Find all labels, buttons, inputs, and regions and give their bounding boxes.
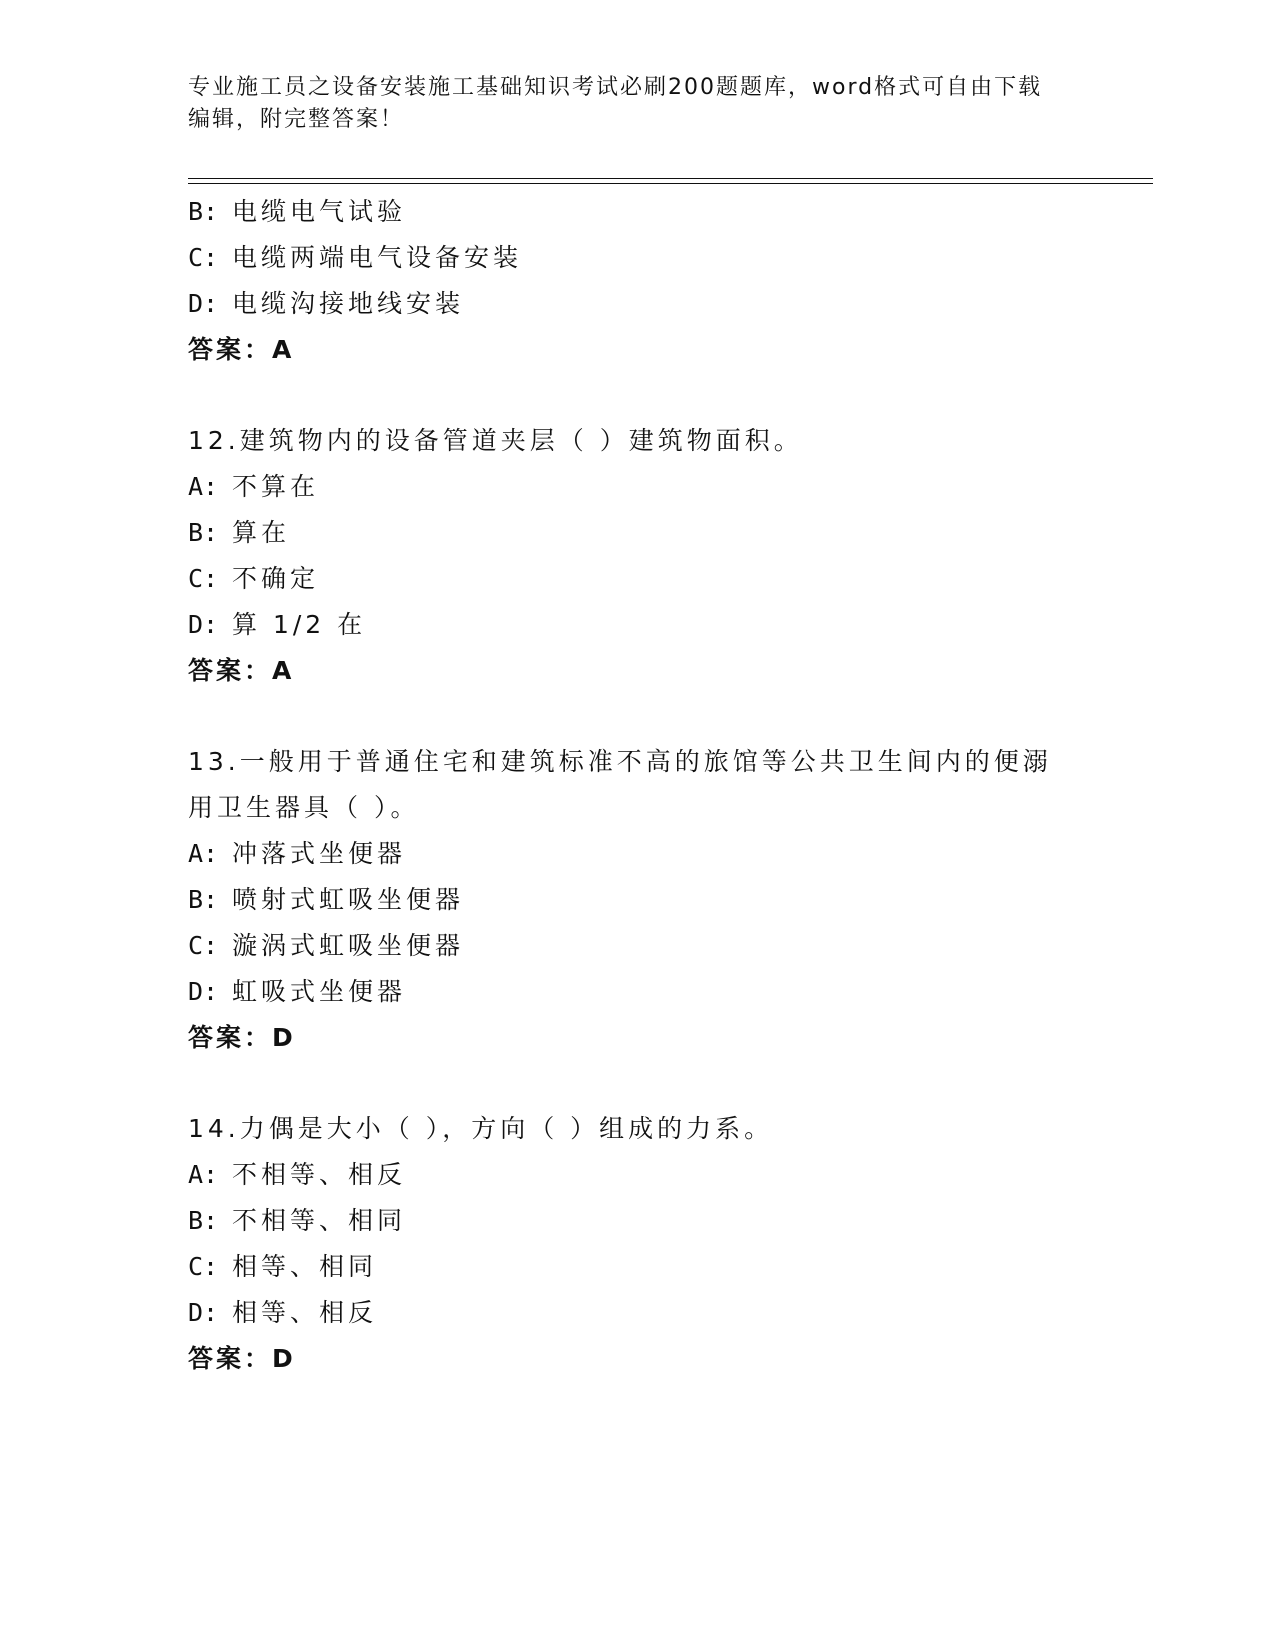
option-text: 不算在 (232, 472, 320, 501)
option-label: D: (188, 1298, 219, 1327)
option-a (188, 1152, 1148, 1198)
question-block-14 (188, 1106, 1148, 1382)
question-stem: 13.一般用于普通住宅和建筑标准不高的旅馆等公共卫生间内的便溺用卫生器具（ ）。 (188, 747, 1052, 822)
option-b (188, 189, 1148, 235)
question-block-partial (188, 189, 1148, 373)
header-divider-bottom (188, 183, 1153, 184)
option-label: D: (188, 977, 219, 1006)
option-text: 算 1/2 在 (232, 610, 367, 639)
option-label: B: (188, 518, 219, 547)
option-text: 虹吸式坐便器 (232, 977, 407, 1006)
answer-line: 答案：A (188, 335, 295, 364)
answer-line: 答案：D (188, 1344, 296, 1373)
option-label: A: (188, 839, 219, 868)
option-label: C: (188, 931, 219, 960)
option-b (188, 510, 1148, 556)
spacer (188, 373, 1148, 418)
option-text: 算在 (232, 518, 291, 547)
option-text: 电缆沟接地线安装 (232, 289, 465, 318)
option-label: B: (188, 197, 219, 226)
option-label: A: (188, 1160, 219, 1189)
option-d (188, 1290, 1148, 1336)
spacer (188, 1061, 1148, 1106)
option-text: 漩涡式虹吸坐便器 (232, 931, 465, 960)
question-block-13 (188, 739, 1148, 1061)
option-text: 不确定 (232, 564, 320, 593)
option-label: C: (188, 243, 219, 272)
option-label: B: (188, 1206, 219, 1235)
header-title-line-2: 编辑，附完整答案！ (188, 107, 405, 132)
option-label: D: (188, 289, 219, 318)
option-d (188, 969, 1148, 1015)
option-d (188, 281, 1148, 327)
option-a (188, 831, 1148, 877)
option-c (188, 1244, 1148, 1290)
header-divider-top (188, 178, 1153, 179)
option-text: 相等、相反 (232, 1298, 378, 1327)
option-c (188, 923, 1148, 969)
option-c (188, 556, 1148, 602)
question-stem: 14.力偶是大小（ ），方向（ ）组成的力系。 (188, 1114, 774, 1143)
option-text: 不相等、相反 (232, 1160, 407, 1189)
document-header (188, 72, 1068, 136)
option-label: A: (188, 472, 219, 501)
question-stem: 12.建筑物内的设备管道夹层（ ）建筑物面积。 (188, 426, 803, 455)
option-c (188, 235, 1148, 281)
option-label: D: (188, 610, 219, 639)
question-list (188, 189, 1148, 1382)
answer-line: 答案：A (188, 656, 295, 685)
header-title-line-1: 专业施工员之设备安装施工基础知识考试必刷200题题库，word格式可自由下载 (188, 75, 1043, 100)
answer-line: 答案：D (188, 1023, 296, 1052)
option-a (188, 464, 1148, 510)
option-b (188, 877, 1148, 923)
option-label: C: (188, 564, 219, 593)
question-block-12 (188, 418, 1148, 694)
option-text: 电缆两端电气设备安装 (232, 243, 523, 272)
option-label: B: (188, 885, 219, 914)
option-text: 相等、相同 (232, 1252, 378, 1281)
option-text: 喷射式虹吸坐便器 (232, 885, 465, 914)
option-text: 不相等、相同 (232, 1206, 407, 1235)
option-d (188, 602, 1148, 648)
option-text: 电缆电气试验 (232, 197, 407, 226)
spacer (188, 694, 1148, 739)
option-b (188, 1198, 1148, 1244)
option-label: C: (188, 1252, 219, 1281)
option-text: 冲落式坐便器 (232, 839, 407, 868)
